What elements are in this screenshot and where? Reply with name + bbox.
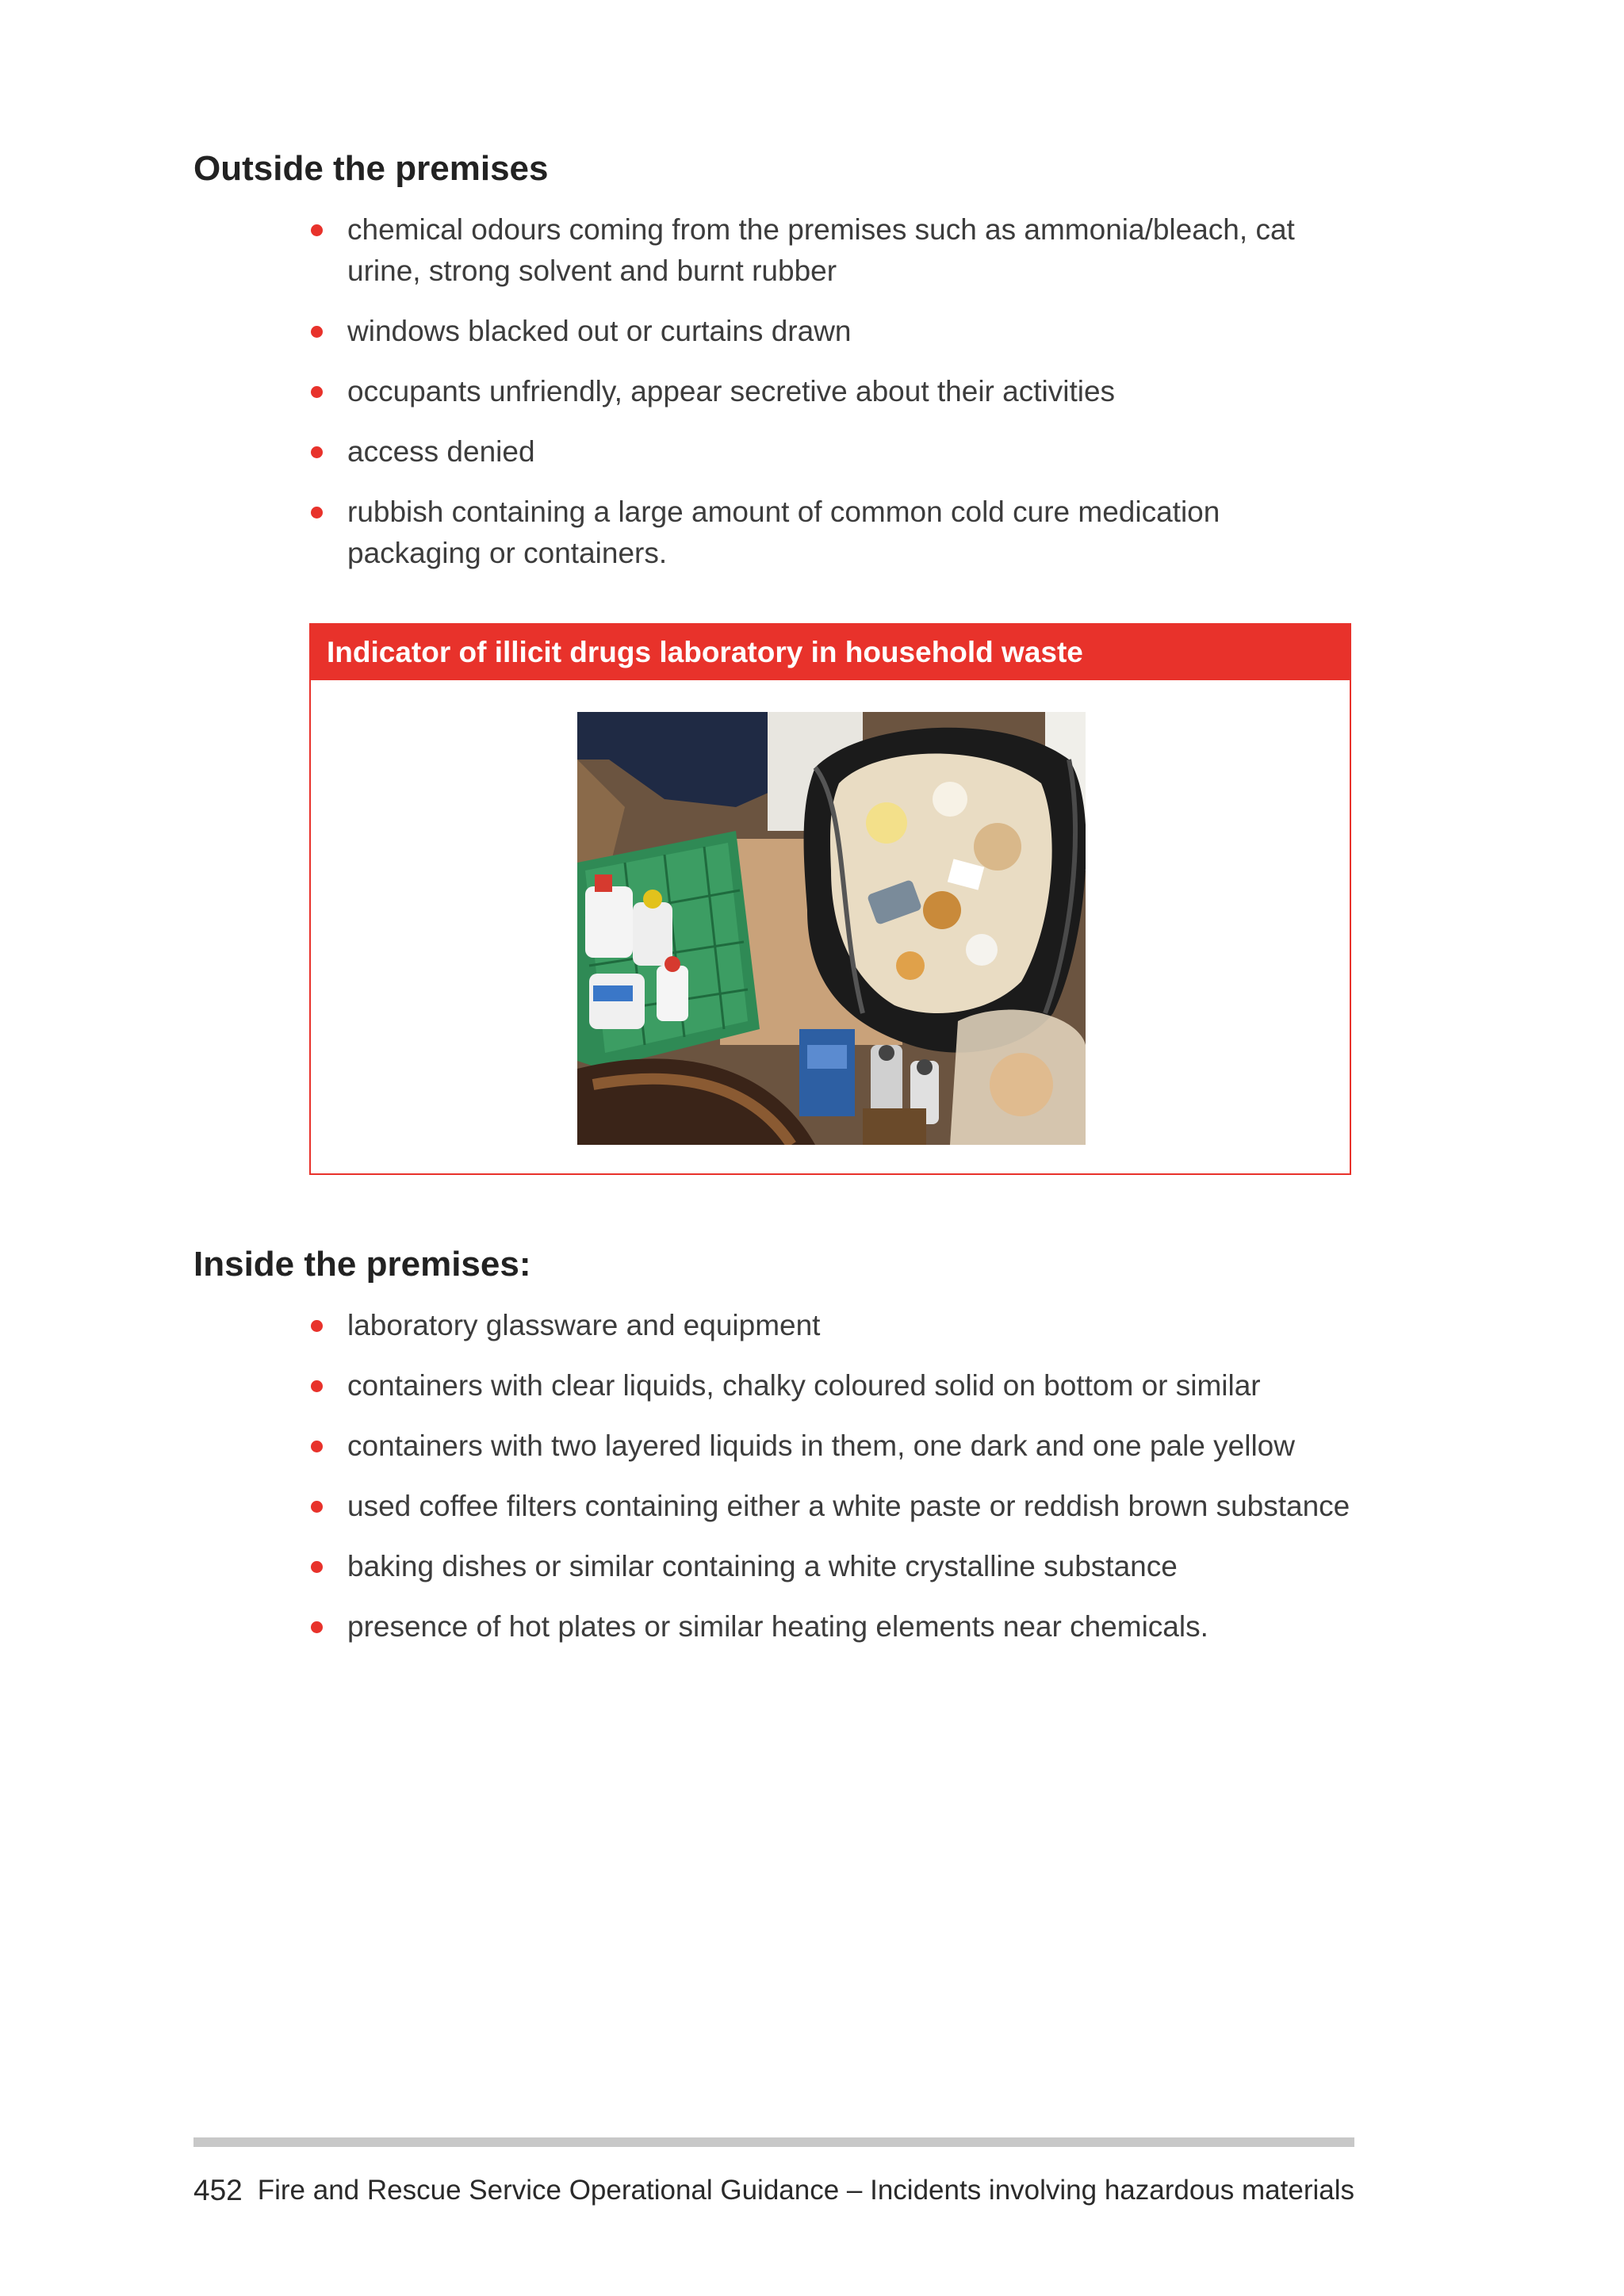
bullet-icon: [311, 326, 323, 338]
bullet-icon: [311, 1380, 323, 1392]
bullet-icon: [311, 1441, 323, 1452]
section-heading-inside: Inside the premises:: [193, 1245, 531, 1284]
list-item-text: containers with two layered liquids in them, one dark and one pale yellow: [347, 1429, 1295, 1462]
bullet-icon: [311, 507, 323, 519]
list-item-text: used coffee filters containing either a white paste or reddish brown substance: [347, 1490, 1350, 1522]
list-item-text: containers with clear liquids, chalky coloured solid on bottom or similar: [347, 1369, 1261, 1402]
bullet-icon: [311, 1320, 323, 1332]
list-item: [308, 1606, 1354, 1647]
section-heading-outside: Outside the premises: [193, 149, 549, 188]
list-item: [308, 1365, 1354, 1406]
bullet-list-outside: [308, 209, 1354, 593]
figure-caption: Indicator of illicit drugs laboratory in household waste: [311, 625, 1350, 680]
list-item: [308, 311, 1354, 352]
footer-document-title: Fire and Rescue Service Operational Guidance – Incidents involving hazardous materials: [257, 2175, 1354, 2206]
list-item-text: presence of hot plates or similar heating elements near chemicals.: [347, 1610, 1208, 1643]
figure-box: [309, 623, 1351, 1175]
list-item-text: baking dishes or similar containing a white crystalline substance: [347, 1550, 1178, 1582]
page-number: 452: [193, 2174, 243, 2206]
list-item: [308, 431, 1354, 473]
list-item: [308, 1486, 1354, 1527]
list-item: [308, 1546, 1354, 1587]
list-item-text: laboratory glassware and equipment: [347, 1309, 821, 1341]
bullet-icon: [311, 1501, 323, 1513]
household-waste-photo: [577, 712, 1086, 1145]
bullet-list-inside: [308, 1305, 1354, 1667]
list-item-text: chemical odours coming from the premises such as ammonia/bleach, cat urine, strong solvent and burnt rubber: [347, 213, 1295, 287]
bullet-icon: [311, 1621, 323, 1633]
list-item: [308, 1425, 1354, 1467]
list-item-text: windows blacked out or curtains drawn: [347, 315, 852, 347]
bullet-icon: [311, 446, 323, 458]
list-item: [308, 209, 1354, 292]
list-item: [308, 492, 1354, 574]
footer-divider: [193, 2137, 1354, 2147]
list-item: [308, 1305, 1354, 1346]
list-item-text: access denied: [347, 435, 535, 468]
bullet-icon: [311, 1561, 323, 1573]
bullet-icon: [311, 386, 323, 398]
bullet-icon: [311, 224, 323, 236]
list-item-text: occupants unfriendly, appear secretive about their activities: [347, 375, 1116, 408]
list-item: [308, 371, 1354, 412]
list-item-text: rubbish containing a large amount of common cold cure medication packaging or containers.: [347, 496, 1220, 569]
